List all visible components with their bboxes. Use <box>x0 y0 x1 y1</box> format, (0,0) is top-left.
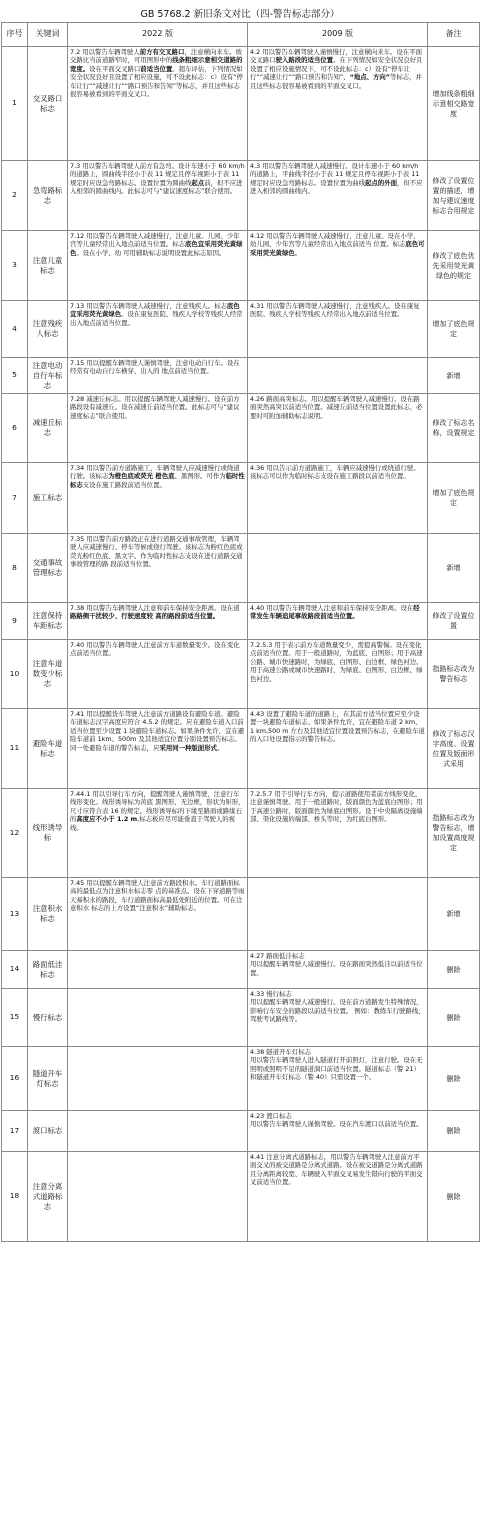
row-number: 11 <box>2 709 28 789</box>
table-row <box>2 603 480 640</box>
row-number: 10 <box>2 640 28 709</box>
clause-text: ，但不应进入相邻的圆曲线内。 <box>250 178 423 196</box>
row-keyword: 交通事故管理标志 <box>28 534 68 603</box>
clause-2022 <box>68 463 248 534</box>
row-note: 修改了设置位置 <box>428 603 480 640</box>
table-body <box>2 47 480 1242</box>
table-row <box>2 301 480 358</box>
clause-2022 <box>68 709 248 789</box>
emphasis-text: 前方有交叉路口 <box>139 48 185 56</box>
clause-text: 7.34 用以警告前方道路施工，车辆驾驶人应减速慢行或绕道行驶。该标志 <box>70 464 240 481</box>
clause-2009 <box>248 231 428 301</box>
row-number: 8 <box>2 534 28 603</box>
table-row <box>2 989 480 1047</box>
row-note: 增加了底色规定 <box>428 301 480 358</box>
clause-2022 <box>68 640 248 709</box>
row-number: 2 <box>2 161 28 231</box>
row-keyword: 注意分离式道路标志 <box>28 1152 68 1242</box>
clause-2009 <box>248 603 428 640</box>
row-note: 修改了底色优先采用荧光黄绿色的规定 <box>428 231 480 301</box>
clause-text: 4.2 用以警告车辆驾驶人谨慎慢行，注意横向来车。设在平面交叉路口 <box>250 48 422 65</box>
clause-text: 。设在康复医院、残疾人学校等残疾人经常出入地点前适当位置。 <box>70 310 243 327</box>
clause-text: 7.44.1 用以引导行车方向，提醒驾驶人谨慎驾驶，注意行车线形变化。线形诱导标为黄底 黑图形、无边框，形状为矩形，尺寸应符合表 16 的规定。线形诱导标的下缘至路面或路缘石的 <box>70 790 245 824</box>
clause-text: 4.38 隧道开车灯标志 用以警告车辆驾驶人进入隧道打开前照灯，注意行驶。设在无照明或照明不足的隧道洞口前适当位置。隧道标志（警 21）和隧道开车灯标志（警 40）只需设置一个。 <box>250 1048 423 1082</box>
clause-text: ,标志板应尽可能垂直于驾驶人的视线。 <box>70 815 236 832</box>
clause-2022 <box>68 878 248 951</box>
row-number: 18 <box>2 1152 28 1242</box>
row-number: 7 <box>2 463 28 534</box>
table-row <box>2 1111 480 1152</box>
row-number: 6 <box>2 394 28 463</box>
emphasis-text: 驶入路段的适当位置 <box>275 56 334 65</box>
clause-2009 <box>248 989 428 1047</box>
emphasis-text: 底色可采用荧光黄绿色 <box>250 240 425 257</box>
clause-text: 4.26 路面高突标志。用以提醒车辆驾驶人减速慢行。设在路面突然高突以前适当位置。减速丘前适当位置设置此标志，必要时可附加辅助标志说明。 <box>250 395 423 420</box>
clause-text: 4.27 路面低洼标志 用以提醒车辆驾驶人减速慢行。设在路面突然低洼以前适当位置。 <box>250 952 423 977</box>
clause-text: 7.15 用以提醒车辆驾驶人谨慎驾驶，注意电动自行车。设在经常有电动自行车横穿、出入的 地点前适当位置。 <box>70 359 240 376</box>
row-number: 1 <box>2 47 28 161</box>
emphasis-text: 起点的外面 <box>365 178 397 187</box>
clause-text: 4.43 设置了避险车道的道路上，在其前方适当位置应至少设置一块避险车道标志。如果条件允许，宜在避险车道 2 km、1 km,500 m 左右及其他适宜位置设置预告标志，在避险车道的入口处设置指示的警告标志。 <box>250 710 425 744</box>
clause-text: 4.31 用以警告车辆驾驶人减速慢行，注意残疾人。设在康复医院、残疾人学校等残疾人经常出入地点前适当位置。 <box>250 302 420 319</box>
clause-2009 <box>248 534 428 603</box>
row-note: 修改了设置位置的描述，增加与建议速度标志合用规定 <box>428 161 480 231</box>
clause-text: 4.41 注意分离式道路标志，用以警告车辆驾驶人注意前方平面交叉的被交道路是分离式道路。设在被交道路是分离式道路且分离距离较宽、车辆驶入平面交叉易发生错向行驶的平面交叉前适当位置。 <box>250 1153 423 1187</box>
row-keyword: 注意电动自行车标志 <box>28 358 68 394</box>
clause-2022 <box>68 394 248 463</box>
emphasis-text: 线条粗细示意相交道路的宽度。 <box>70 56 243 73</box>
clause-2009 <box>248 161 428 231</box>
row-number: 13 <box>2 878 28 951</box>
row-keyword: 交叉路口标志 <box>28 47 68 161</box>
row-keyword: 急弯路标志 <box>28 161 68 231</box>
clause-2022 <box>68 989 248 1047</box>
clause-text: 4.33 慢行标志 用以提醒车辆驾驶人减速慢行。设在前方道路发生特殊情况，影响行车安全的路段以前适当位置。 例如：教练车行驶路线、驾驶考试路线等。 <box>250 990 425 1024</box>
clause-2022 <box>68 1111 248 1152</box>
row-note: 删除 <box>428 1047 480 1111</box>
clause-2009 <box>248 709 428 789</box>
row-note: 修改了标志汉字高度、设置位置及版面形式采用 <box>428 709 480 789</box>
clause-2009 <box>248 951 428 989</box>
clause-2022 <box>68 789 248 878</box>
row-note: 增加了底色规定 <box>428 463 480 534</box>
row-keyword: 注意积水标志 <box>28 878 68 951</box>
clause-text: 7.12 用以警告车辆驾驶人减速慢行，注意儿童。儿园、少年宫等儿童经常出入地点前适当位置。标志 <box>70 232 240 249</box>
clause-text: 7.38 用以警告车辆驾驶人注意和前车保持安全距离。设在道 <box>70 604 240 612</box>
table-row <box>2 534 480 603</box>
clause-text: 4.23 渡口标志 用以警告车辆驾驶人谨慎驾驶。设在汽车渡口以前适当位置。 <box>250 1112 423 1129</box>
clause-2022 <box>68 47 248 161</box>
row-keyword: 施工标志 <box>28 463 68 534</box>
emphasis-text: 经常发生车辆追尾事故路段前适当位置。 <box>250 604 420 621</box>
clause-text: 7.2.5.3 用于表示前方车道数量变少，需提高警惕。设在变化点前适当位置。用于一般道路时，为蓝底、白图形；用于高速公路、城市快速路时，为绿底、白图形、白边框、绿色衬边。用于高速公路或城市快速路时，为绿底、白图形、白边框、绿色衬边。 <box>250 641 423 683</box>
table-row <box>2 463 480 534</box>
emphasis-text: 临时性标志 <box>70 472 245 489</box>
document-title: GB 5768.2 新旧条文对比（四-警告标志部分） <box>140 9 340 20</box>
table-row <box>2 709 480 789</box>
row-note: 新增 <box>428 358 480 394</box>
emphasis-text: 前适当位置 <box>140 64 173 73</box>
table-header-row <box>2 23 480 47</box>
row-note: 删除 <box>428 1111 480 1152</box>
row-number: 12 <box>2 789 28 878</box>
clause-text: 。设在小学、幼 可用辅助标志说明设置此标志原因。 <box>76 248 226 257</box>
clause-2009 <box>248 1152 428 1242</box>
clause-2022 <box>68 231 248 301</box>
row-note: 删除 <box>428 951 480 989</box>
clause-text: 7.40 用以警告车辆驾驶人注意前方车道数量变少。设在变化点前适当位置。 <box>70 641 240 658</box>
row-note: 指路标志改为警告标志，增加设置高度规定 <box>428 789 480 878</box>
header-note: 备注 <box>428 23 480 47</box>
clause-text: 7.13 用以警告车辆驾驶人减速慢行，注意残疾人。标志 <box>70 302 227 310</box>
table-row <box>2 789 480 878</box>
row-note: 删除 <box>428 1152 480 1242</box>
row-note: 新增 <box>428 878 480 951</box>
table-row <box>2 1152 480 1242</box>
clause-2022 <box>68 1047 248 1111</box>
emphasis-text: 路路侧干扰较少、行驶速度较 高的路段前适当位置。 <box>70 612 220 621</box>
row-keyword: 路面低洼标志 <box>28 951 68 989</box>
row-note: 新增 <box>428 534 480 603</box>
row-keyword: 渡口标志 <box>28 1111 68 1152</box>
clause-text: 设在平面交叉路口 <box>89 64 141 73</box>
row-note: 增加线条粗细示意相交路宽度 <box>428 47 480 161</box>
clause-2009 <box>248 1047 428 1111</box>
clause-text: 。超车评估，下列情况如安全状况良好且设置了相应设施，可不设此标志：c）设有“停车让行”“减速让行”“路口预告和告知”等标志，并且这些标志很容易被看到的平面交叉口。 <box>70 64 243 99</box>
clause-text: 7.45 用以提醒车辆驾驶人注意前方路段积水。车行道路面标高的最低点为注意积水标志零 点的基准点。设在下穿道路等雨天易积水的路段，车行道路面标高最低处附近的位置。可在注意积水 标志的上方设置“注意积水”辅助标志。 <box>70 879 245 913</box>
row-number: 14 <box>2 951 28 989</box>
emphasis-text: 为橙色底或荧光 橙色底 <box>108 472 175 481</box>
row-note: 删除 <box>428 989 480 1047</box>
clause-2022 <box>68 301 248 358</box>
emphasis-text: 底色宜采用荧光黄绿色 <box>70 240 243 257</box>
emphasis-text: 高度应不小于 1.2 m <box>76 815 138 824</box>
table-row <box>2 47 480 161</box>
clause-text: 支设在施工路段前适当位置。 <box>82 480 166 489</box>
clause-2022 <box>68 358 248 394</box>
header-keyword: 关键词 <box>28 23 68 47</box>
clause-2009 <box>248 878 428 951</box>
row-note: 修改了标志名称，设置规定 <box>428 394 480 463</box>
table-row <box>2 161 480 231</box>
clause-2009 <box>248 640 428 709</box>
clause-text: 4.3 用以警告车辆驾驶人减速慢行。设计车速小于 60 km/h 的道路上，平曲线半径小于表 11 规定且停车视距小于表 11 规定时应设急弯路标志。设置位置为曲线 <box>250 162 420 187</box>
row-keyword: 注意车道数变少标志 <box>28 640 68 709</box>
clause-text: 。 <box>294 248 302 257</box>
clause-2009 <box>248 1111 428 1152</box>
emphasis-text: 起点 <box>191 178 205 187</box>
clause-text: 7.2 用以警告车辆驾驶人 <box>70 48 140 56</box>
clause-text: 前，但不应进入相邻的圆曲线内。此标志可与“建议速度标志”联合使用。 <box>70 178 243 196</box>
row-number: 5 <box>2 358 28 394</box>
header-2022: 2022 版 <box>68 23 248 47</box>
clause-2022 <box>68 534 248 603</box>
table-row <box>2 394 480 463</box>
clause-2022 <box>68 1152 248 1242</box>
row-number: 4 <box>2 301 28 358</box>
clause-2022 <box>68 603 248 640</box>
row-number: 9 <box>2 603 28 640</box>
clause-text: 4.12 用以警告车辆驾驶人减速慢行，注意儿童。设在小学、幼儿园、少年宫等儿童经常出入地点前适当 位置。标志 <box>250 232 420 249</box>
row-keyword: 注意保持车距标志 <box>28 603 68 640</box>
clause-text: 7.35 用以警告前方路段正在进行道路交通事故管理，车辆驾驶人应减速慢行、停车等候或绕行驾驶。该标志为粉红色底或荧光粉红色底、黑文字。作为临时性标志支设在进行道路交通事故管理的路 段前适当位置。 <box>70 535 243 569</box>
row-number: 16 <box>2 1047 28 1111</box>
clause-text: 4.40 用以警告车辆驾驶人注意和前车保持安全距离。设在 <box>250 604 414 612</box>
emphasis-text: 底色宜采用荧光黄绿色 <box>70 302 240 319</box>
clause-2009 <box>248 789 428 878</box>
clause-text: 4.36 用以告示前方道路施工，车辆应减速慢行或绕道行驶。该标志可以作为临时标志支设在施工路段以前适当位置。 <box>250 464 420 481</box>
table-row <box>2 640 480 709</box>
emphasis-text: “地点、方向” <box>349 73 390 82</box>
clause-2009 <box>248 463 428 534</box>
clause-text: 7.2.5.7 用于引导行车方向，提示道路使用者前方线形变化，注意谨慎驾驶。用于一般道路时，版面颜色为蓝底白图形；用于高速公路时，版面颜色为绿底白图形。设于中央隔离设施端部、渠化设施的端部、桥头等时，为红底白图形。 <box>250 790 423 824</box>
clause-2009 <box>248 301 428 358</box>
clause-2009 <box>248 394 428 463</box>
row-number: 3 <box>2 231 28 301</box>
clause-text: 、黑图形。可作为 <box>174 472 226 481</box>
comparison-table <box>1 22 480 1242</box>
clause-text: 。在下列情况如安全状况良好且设置了相应设施情况下，可不设此标志：c）设有“停车让行”“减速让行”“路口预告和告知”、 <box>250 56 423 82</box>
row-keyword: 线形诱导标 <box>28 789 68 878</box>
row-keyword: 注意儿童标志 <box>28 231 68 301</box>
clause-2009 <box>248 47 428 161</box>
clause-text: 7.28 减速丘标志。用以提醒车辆驾驶人减速慢行。设在前方路段设有减速丘。设在减速丘前适当位置。此标志可与“建议速度标志”联合使用。 <box>70 395 240 420</box>
clause-2022 <box>68 161 248 231</box>
row-number: 17 <box>2 1111 28 1152</box>
row-keyword: 慢行标志 <box>28 989 68 1047</box>
emphasis-text: 采用同一种版面形式 <box>159 743 217 752</box>
row-keyword: 隧道开车灯标志 <box>28 1047 68 1111</box>
clause-text: 。 <box>216 743 224 752</box>
header-no: 序号 <box>2 23 28 47</box>
table-row <box>2 231 480 301</box>
table-row <box>2 358 480 394</box>
table-row <box>2 878 480 951</box>
clause-2009 <box>248 358 428 394</box>
header-2009: 2009 版 <box>248 23 428 47</box>
row-keyword: 注意残疾人标志 <box>28 301 68 358</box>
row-keyword: 减速丘标志 <box>28 394 68 463</box>
row-note: 指路标志改为警告标志 <box>428 640 480 709</box>
table-row <box>2 951 480 989</box>
row-keyword: 避险车道标志 <box>28 709 68 789</box>
clause-text: 等标志，并且这些标志很容易被看到的平面交叉口。 <box>250 73 422 90</box>
row-number: 15 <box>2 989 28 1047</box>
clause-text: 7.41 用以提醒货车驾驶人注意前方道路设有避险车道。避险车道标志汉字高度应符合 4.5.2 的规定。应在避险车道入口前适当位置至少设置 1 块避险车道标志。如果条件允许，宜在避险车道前 1km、500m 及其他适宜位置分别设置预告标志。同一处避险车道的警告标志，应 <box>70 710 245 752</box>
table-row <box>2 1047 480 1111</box>
clause-text: ，注意横向来车。坡交路比当前道路窄时，可用图形中的 <box>70 48 242 65</box>
clause-text: 7.3 用以警告车辆驾驶人前方有急弯。设计车速小于 60 km/h 的道路上，圆曲线半径小于表 11 规定且停车视距小于表 11 规定时应设急弯路标志。设置位置为圆曲线 <box>70 162 245 187</box>
clause-2022 <box>68 951 248 989</box>
